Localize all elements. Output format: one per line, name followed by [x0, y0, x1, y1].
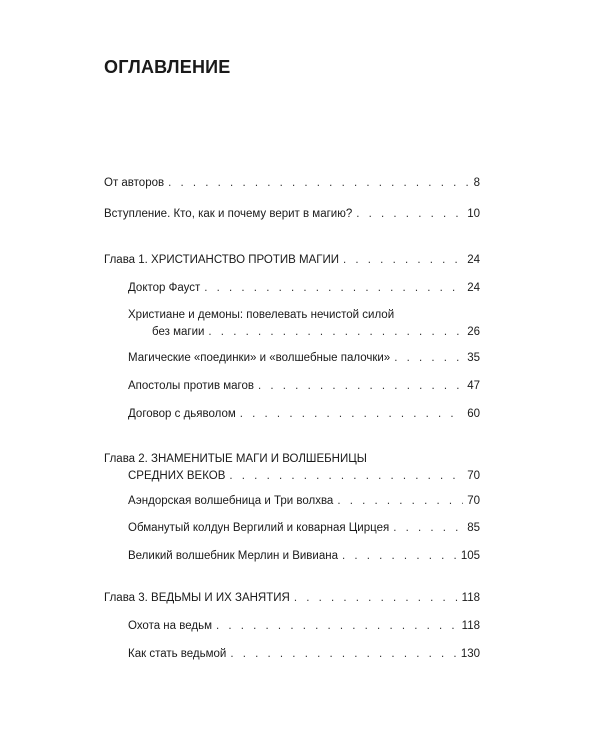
toc-entry-label: Доктор Фауст [128, 282, 201, 294]
toc-entry-label-line2: СРЕДНИХ ВЕКОВ [128, 470, 226, 482]
dot-leader [240, 406, 463, 423]
toc-entry-page: 24 [467, 282, 480, 294]
toc-entry-label: Как стать ведьмой [128, 648, 227, 660]
dot-leader [356, 206, 463, 223]
toc-entry-page: 70 [467, 470, 480, 482]
toc-entry-label: Охота на ведьм [128, 620, 212, 632]
toc-chapter-entry[interactable] [104, 451, 480, 485]
dot-leader [343, 252, 463, 269]
toc-entry-page: 26 [467, 326, 480, 338]
toc-entry-page: 70 [467, 495, 480, 507]
toc-entry-label: Договор с дьяволом [128, 408, 236, 420]
dot-leader [337, 493, 463, 510]
toc-entry-page: 8 [473, 177, 480, 189]
dot-leader [230, 646, 456, 663]
dot-leader [294, 590, 458, 607]
toc-chapter-entry[interactable] [104, 590, 480, 607]
dot-leader [216, 618, 458, 635]
dot-leader [208, 324, 463, 341]
toc-entry-page: 118 [461, 592, 480, 604]
toc-entry[interactable] [104, 206, 480, 223]
dot-leader [394, 350, 463, 367]
toc-entry-label: От авторов [104, 177, 165, 189]
dot-leader [204, 280, 463, 297]
toc-entry[interactable] [128, 646, 480, 663]
toc-entry[interactable] [128, 378, 480, 395]
toc-entry[interactable] [128, 350, 480, 367]
toc-entry[interactable] [128, 493, 480, 510]
dot-leader [258, 378, 463, 395]
toc-entry-page: 47 [467, 380, 480, 392]
toc-entry[interactable] [128, 548, 480, 565]
toc-entry-label-line2: без магии [152, 326, 205, 338]
toc-entry-page: 85 [467, 522, 480, 534]
toc-entry-label: Апостолы против магов [128, 380, 255, 392]
toc-entry-page: 35 [467, 352, 480, 364]
toc-entry-label: Великий волшебник Мерлин и Вивиана [128, 550, 338, 562]
toc-chapter-entry[interactable] [104, 252, 480, 269]
dot-leader [342, 548, 457, 565]
toc-entry-label: Глава 1. ХРИСТИАНСТВО ПРОТИВ МАГИИ [104, 254, 340, 266]
toc-entry-label: Магические «поединки» и «волшебные палочки» [128, 352, 391, 364]
toc-entry[interactable] [128, 406, 480, 423]
dot-leader [393, 520, 463, 537]
page-title: ОГЛАВЛЕНИЕ [104, 57, 231, 77]
toc-entry-label: Аэндорская волшебница и Три волхва [128, 495, 334, 507]
toc-entry[interactable] [104, 175, 480, 192]
toc-entry[interactable] [128, 280, 480, 297]
dot-leader [168, 175, 469, 192]
dot-leader [229, 468, 463, 485]
toc-entry[interactable] [128, 307, 480, 341]
toc-entry-label: Обманутый колдун Вергилий и коварная Цирцея [128, 522, 390, 534]
toc-entry-page: 24 [467, 254, 480, 266]
toc-entry-page: 10 [467, 208, 480, 220]
toc-entry[interactable] [128, 520, 480, 537]
toc-entry-label: Глава 3. ВЕДЬМЫ И ИХ ЗАНЯТИЯ [104, 592, 290, 604]
toc-entry-page: 60 [467, 408, 480, 420]
toc-entry-page: 105 [460, 550, 480, 562]
toc-entry-page: 130 [460, 648, 480, 660]
toc-entry-page: 118 [461, 620, 480, 632]
toc-entry-label-line1: Христиане и демоны: повелевать нечистой силой [128, 309, 395, 321]
toc-entry-label-line1: Глава 2. ЗНАМЕНИТЫЕ МАГИ И ВОЛШЕБНИЦЫ [104, 453, 367, 465]
toc-entry-label: Вступление. Кто, как и почему верит в магию? [104, 208, 353, 220]
toc-entry[interactable] [128, 618, 480, 635]
